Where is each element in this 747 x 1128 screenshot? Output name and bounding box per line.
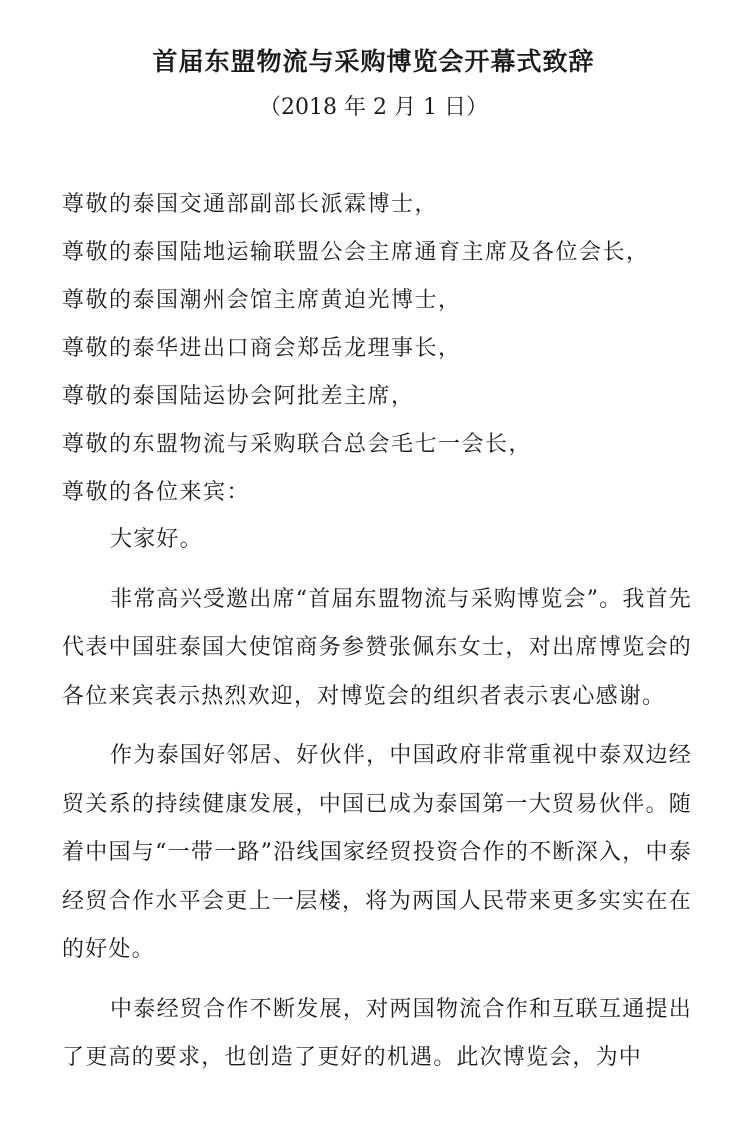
salutation-list	[62, 181, 702, 517]
salutation-line: 尊敬的泰国交通部副部长派霖博士，	[62, 192, 439, 217]
paragraph-welcome: 非常高兴受邀出席“首届东盟物流与采购博览会”。我首先代表中国驻泰国大使馆商务参赞张佩东女士，对出席博览会的各位来宾表示热烈欢迎，对博览会的组织者表示衷心感谢。	[62, 586, 692, 709]
document-date: （2018 年 2 月 1 日）	[259, 95, 488, 120]
salutation-line: 尊敬的各位来宾：	[62, 480, 251, 505]
paragraph-greeting: 大家好。	[110, 527, 203, 552]
speech-body	[62, 516, 692, 1094]
paragraph-cooperation: 中泰经贸合作不断发展，对两国物流合作和互联互通提出了更高的要求，也创造了更好的机遇。此次博览会，为中	[62, 996, 692, 1070]
document-title: 首届东盟物流与采购博览会开幕式致辞	[152, 47, 595, 76]
salutation-line: 尊敬的泰国陆地运输联盟公会主席通育主席及各位会长，	[62, 240, 650, 265]
salutation-line: 尊敬的泰华进出口商会郑岳龙理事长，	[62, 336, 462, 361]
paragraph-relations: 作为泰国好邻居、好伙伴，中国政府非常重视中泰双边经贸关系的持续健康发展，中国已成为泰国第一大贸易伙伴。随着中国与“一带一路”沿线国家经贸投资合作的不断深入，中泰经贸合作水平会更上一层楼，将为两国人民带来更多实实在在的好处。	[62, 743, 692, 962]
salutation-line: 尊敬的东盟物流与采购联合总会毛七一会长，	[62, 432, 533, 457]
salutation-line: 尊敬的泰国陆运协会阿批差主席，	[62, 384, 415, 409]
salutation-line: 尊敬的泰国潮州会馆主席黄迫光博士，	[62, 288, 462, 313]
